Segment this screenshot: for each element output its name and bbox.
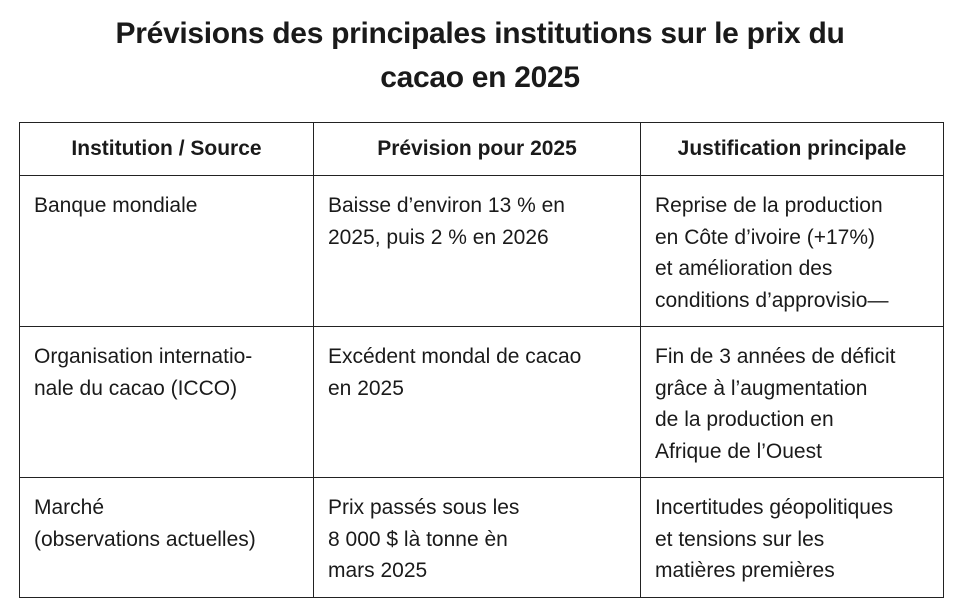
cell-line: (observations actuelles) [34, 527, 256, 551]
cell-line: Marché [34, 496, 105, 519]
cell-line: Incertitudes géopolitiques [655, 496, 894, 519]
page-title [0, 12, 960, 100]
cell-line: en Côte d’ivoire (+17%) [655, 225, 876, 249]
header-institution: Institution / Source [20, 123, 314, 176]
cell-line: mars 2025 [328, 559, 428, 582]
cell-line: Excédent mondal de cacao [328, 345, 582, 368]
cell-line: 2025, puis 2 % en 2026 [328, 225, 549, 249]
table-row [20, 176, 944, 327]
header-forecast: Prévision pour 2025 [314, 123, 641, 176]
cell-line: et amélioration des [655, 257, 833, 280]
cell-line: matières premières [655, 559, 835, 582]
forecast-table [19, 122, 944, 598]
cell-line: Fin de 3 années de déficit [655, 345, 896, 368]
cell-line: de la production en [655, 408, 834, 431]
cell-line: et tensions sur les [655, 527, 825, 551]
table-header-row [20, 123, 944, 176]
table-row [20, 327, 944, 478]
page-title-line-1: Prévisions des principales institutions sur le prix du [115, 17, 845, 50]
cell-justification [641, 478, 944, 598]
cell-line: grâce à l’augmentation [655, 376, 868, 400]
cell-line: Baisse d’environ 13 % en [328, 194, 565, 217]
cell-institution [20, 478, 314, 598]
cell-line: Organisation internatio- [34, 345, 253, 368]
cell-line: conditions d’approvisio— [655, 288, 889, 312]
header-justification: Justification principale [641, 123, 944, 176]
cell-line: 8 000 $ là tonne èn [328, 527, 508, 551]
page-title-line-2: cacao en 2025 [380, 61, 580, 94]
cell-line: Afrique de l’Ouest [655, 439, 822, 463]
cell-line: Prix passés sous les [328, 496, 520, 519]
cell-institution [20, 327, 314, 478]
table-row [20, 478, 944, 598]
cell-justification [641, 176, 944, 327]
cell-forecast [314, 478, 641, 598]
cell-forecast [314, 327, 641, 478]
cell-line: en 2025 [328, 376, 404, 400]
cell-justification [641, 327, 944, 478]
cell-institution [20, 176, 314, 327]
cell-forecast [314, 176, 641, 327]
cell-line: Reprise de la production [655, 194, 883, 217]
cell-line: Banque mondiale [34, 194, 198, 217]
cell-line: nale du cacao (ICCO) [34, 376, 238, 400]
